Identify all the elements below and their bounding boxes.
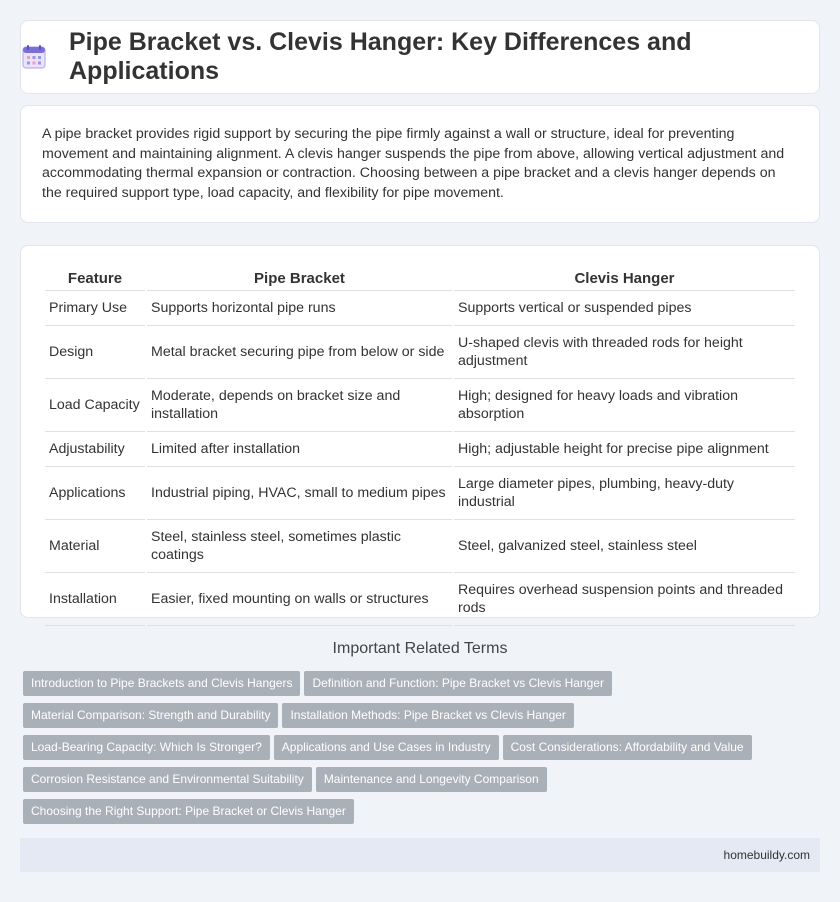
related-term-tag[interactable]: Installation Methods: Pipe Bracket vs Clevis Hanger	[282, 703, 573, 728]
related-term-tag[interactable]: Introduction to Pipe Brackets and Clevis Hangers	[23, 671, 300, 696]
related-term-tag[interactable]: Cost Considerations: Affordability and Value	[503, 735, 752, 760]
header-feature: Feature	[45, 264, 145, 291]
clevis-hanger-cell: High; designed for heavy loads and vibration absorption	[454, 379, 795, 432]
feature-cell: Material	[45, 520, 145, 573]
title-card	[20, 20, 820, 94]
clevis-hanger-cell: U-shaped clevis with threaded rods for height adjustment	[454, 326, 795, 379]
table-row	[45, 291, 795, 326]
feature-cell: Adjustability	[45, 432, 145, 467]
table-row	[45, 467, 795, 520]
feature-cell: Installation	[45, 573, 145, 626]
header-pipe-bracket: Pipe Bracket	[147, 264, 452, 291]
calendar-grid-icon	[21, 44, 47, 70]
clevis-hanger-cell: Large diameter pipes, plumbing, heavy-duty industrial	[454, 467, 795, 520]
related-term-tag[interactable]: Material Comparison: Strength and Durability	[23, 703, 278, 728]
pipe-bracket-cell: Moderate, depends on bracket size and installation	[147, 379, 452, 432]
table-header-row	[45, 264, 795, 291]
related-terms-heading: Important Related Terms	[332, 640, 508, 657]
related-term-tag[interactable]: Load-Bearing Capacity: Which Is Stronger?	[23, 735, 270, 760]
related-term-tag[interactable]: Choosing the Right Support: Pipe Bracket or Clevis Hanger	[23, 799, 354, 824]
related-term-tag[interactable]: Applications and Use Cases in Industry	[274, 735, 499, 760]
related-term-tag[interactable]: Definition and Function: Pipe Bracket vs Clevis Hanger	[304, 671, 611, 696]
table-row	[45, 573, 795, 626]
clevis-hanger-cell: Supports vertical or suspended pipes	[454, 291, 795, 326]
footer-site-link[interactable]: homebuildy.com	[723, 848, 810, 862]
pipe-bracket-cell: Steel, stainless steel, sometimes plastic coatings	[147, 520, 452, 573]
footer	[20, 838, 820, 872]
clevis-hanger-cell: Steel, galvanized steel, stainless steel	[454, 520, 795, 573]
clevis-hanger-cell: High; adjustable height for precise pipe alignment	[454, 432, 795, 467]
intro-card	[20, 105, 820, 223]
table-row	[45, 326, 795, 379]
feature-cell: Applications	[45, 467, 145, 520]
comparison-table	[43, 264, 797, 626]
table-row	[45, 379, 795, 432]
related-term-tag[interactable]: Corrosion Resistance and Environmental Suitability	[23, 767, 312, 792]
table-row	[45, 432, 795, 467]
pipe-bracket-cell: Easier, fixed mounting on walls or structures	[147, 573, 452, 626]
pipe-bracket-cell: Industrial piping, HVAC, small to medium pipes	[147, 467, 452, 520]
related-term-tag[interactable]: Maintenance and Longevity Comparison	[316, 767, 547, 792]
pipe-bracket-cell: Limited after installation	[147, 432, 452, 467]
related-terms-list	[23, 671, 823, 831]
pipe-bracket-cell: Supports horizontal pipe runs	[147, 291, 452, 326]
feature-cell: Primary Use	[45, 291, 145, 326]
feature-cell: Design	[45, 326, 145, 379]
table-row	[45, 520, 795, 573]
comparison-table-card	[20, 245, 820, 618]
feature-cell: Load Capacity	[45, 379, 145, 432]
pipe-bracket-cell: Metal bracket securing pipe from below or side	[147, 326, 452, 379]
page-title: Pipe Bracket vs. Clevis Hanger: Key Differences and Applications	[69, 28, 692, 85]
intro-text: A pipe bracket provides rigid support by securing the pipe firmly against a wall or structure, ideal for preventing movement and maintaining alignment. A clevis hanger suspends the pipe from above, allowing vertical adjustment and accommodating thermal expansion or contraction. Choosing between a pipe bracket and a clevis hanger depends on the required support type, load capacity, and flexibility for pipe movement.	[42, 126, 785, 201]
header-clevis-hanger: Clevis Hanger	[454, 264, 795, 291]
clevis-hanger-cell: Requires overhead suspension points and threaded rods	[454, 573, 795, 626]
